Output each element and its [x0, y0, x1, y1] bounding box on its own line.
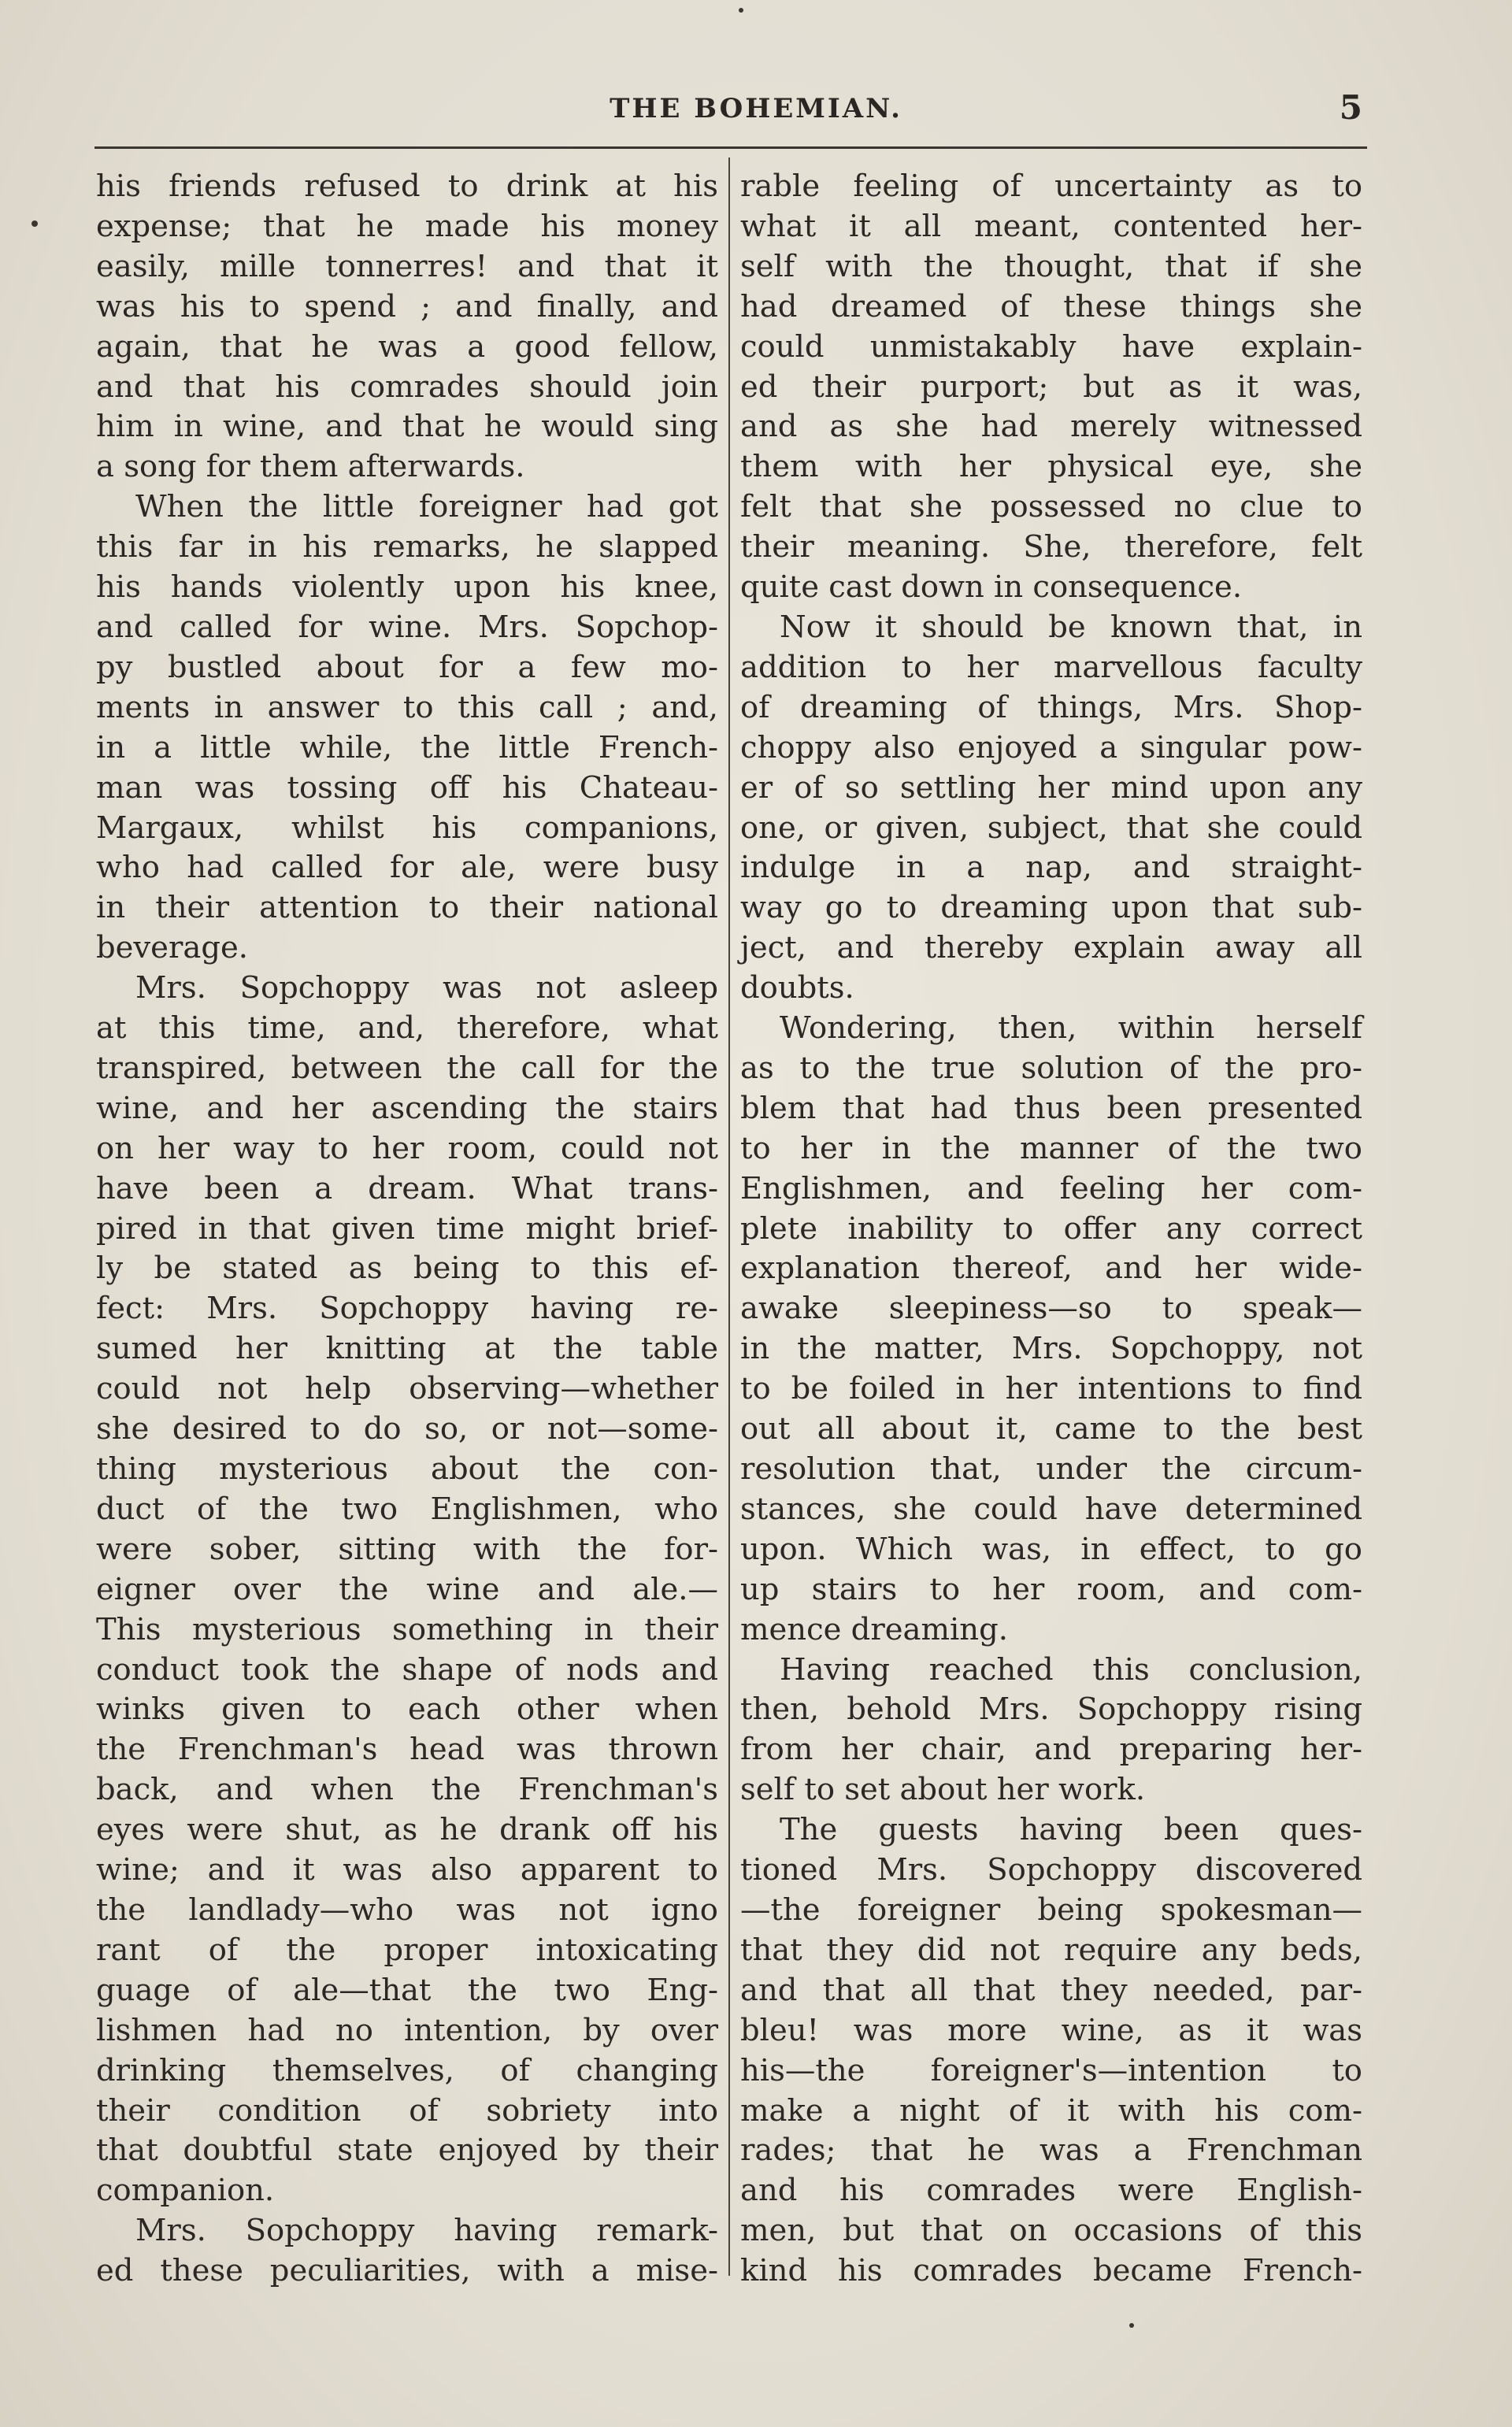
text-line: felt that she possessed no clue to [740, 489, 1362, 525]
text-line: wine, and her ascending the stairs [96, 1090, 718, 1126]
text-line: rable feeling of uncertainty as to [740, 169, 1362, 204]
text-line: men, but that on occasions of this [740, 2213, 1362, 2249]
text-line: choppy also enjoyed a singular pow- [740, 729, 1362, 765]
text-line: The guests having been ques- [780, 1812, 1362, 1848]
text-line: could unmistakably have explain- [740, 328, 1362, 365]
text-line: Wondering, then, within herself [780, 1010, 1362, 1047]
text-line: his hands violently upon his knee, [96, 569, 718, 606]
print-speck [32, 220, 38, 227]
text-line: kind his comrades became French- [740, 2253, 1362, 2289]
left-column [96, 167, 718, 2292]
text-line: rant of the proper intoxicating [96, 1932, 718, 1968]
text-line: one, or given, subject, that she could [740, 810, 1362, 846]
text-line: er of so settling her mind upon any [740, 769, 1362, 806]
text-line: the landlady—who was not igno [96, 1892, 718, 1928]
text-line: ed their purport; but as it was, [740, 369, 1362, 405]
text-line: his friends refused to drink at his [96, 169, 718, 204]
text-line: and his comrades were English- [740, 2173, 1362, 2209]
text-line: fect: Mrs. Sopchoppy having re- [96, 1291, 718, 1327]
text-line: When the little foreigner had got [135, 489, 718, 525]
text-line: addition to her marvellous faculty [740, 649, 1362, 685]
text-line: at this time, and, therefore, what [96, 1010, 718, 1047]
text-line: ject, and thereby explain away all [740, 930, 1362, 966]
right-column [740, 167, 1362, 2292]
text-line: py bustled about for a few mo- [96, 649, 718, 685]
text-line: was his to spend ; and finally, and [96, 288, 718, 324]
text-line: rades; that he was a Frenchman [740, 2132, 1362, 2169]
text-line: thing mysterious about the con- [96, 1451, 718, 1487]
text-line: and as she had merely witnessed [740, 409, 1362, 445]
text-line: pired in that given time might brief- [96, 1210, 718, 1247]
text-line: their condition of sobriety into [96, 2092, 718, 2129]
text-line: and that his comrades should join [96, 369, 718, 405]
text-line: were sober, sitting with the for- [96, 1531, 718, 1567]
text-line: mence dreaming. [740, 1611, 1008, 1647]
text-line: eyes were shut, as he drank off his [96, 1812, 718, 1848]
page-header [0, 88, 1512, 140]
text-line: up stairs to her room, and com- [740, 1571, 1362, 1607]
text-line: ed these peculiarities, with a mise- [96, 2253, 718, 2289]
text-line: on her way to her room, could not [96, 1130, 718, 1166]
text-line: wine; and it was also apparent to [96, 1852, 718, 1888]
text-line: of dreaming of things, Mrs. Shop- [740, 689, 1362, 725]
text-line: —the foreigner being spokesman— [740, 1892, 1362, 1928]
text-line: upon. Which was, in effect, to go [740, 1531, 1362, 1567]
page-number: 5 [1339, 88, 1362, 127]
text-line: self with the thought, that if she [740, 248, 1362, 284]
text-line: way go to dreaming upon that sub- [740, 890, 1362, 926]
running-title: THE BOHEMIAN. [610, 93, 902, 124]
text-line: duct of the two Englishmen, who [96, 1491, 718, 1527]
column-divider [728, 157, 730, 2276]
text-line: plete inability to offer any correct [740, 1210, 1362, 1247]
text-line: to her in the manner of the two [740, 1130, 1362, 1166]
text-line: sumed her knitting at the table [96, 1331, 718, 1367]
text-line: as to the true solution of the pro- [740, 1050, 1362, 1086]
text-line: this far in his remarks, he slapped [96, 529, 718, 565]
text-line: self to set about her work. [740, 1772, 1146, 1808]
text-line: eigner over the wine and ale.— [96, 1571, 718, 1607]
text-line: who had called for ale, were busy [96, 850, 718, 886]
text-line: beverage. [96, 930, 248, 966]
text-line: she desired to do so, or not—some- [96, 1411, 718, 1447]
text-line: Margaux, whilst his companions, [96, 810, 718, 846]
text-line: Now it should be known that, in [780, 609, 1362, 645]
text-line: expense; that he made his money [96, 208, 718, 244]
text-line: a song for them afterwards. [96, 449, 525, 485]
text-line: from her chair, and preparing her- [740, 1732, 1362, 1768]
text-line: that doubtful state enjoyed by their [96, 2132, 718, 2169]
text-line: explanation thereof, and her wide- [740, 1251, 1362, 1287]
text-line: could not help observing—whether [96, 1371, 718, 1407]
text-line: tioned Mrs. Sopchoppy discovered [740, 1852, 1362, 1888]
text-line: them with her physical eye, she [740, 449, 1362, 485]
text-line: to be foiled in her intentions to find [740, 1371, 1362, 1407]
text-line: in their attention to their national [96, 890, 718, 926]
text-line: make a night of it with his com- [740, 2092, 1362, 2129]
text-line: Having reached this conclusion, [780, 1651, 1362, 1688]
text-line: ly be stated as being to this ef- [96, 1251, 718, 1287]
text-line: have been a dream. What trans- [96, 1170, 718, 1206]
text-line: Mrs. Sopchoppy was not asleep [135, 970, 718, 1006]
text-line: him in wine, and that he would sing [96, 409, 718, 445]
text-line: guage of ale—that the two Eng- [96, 1972, 718, 2008]
text-line: again, that he was a good fellow, [96, 328, 718, 365]
text-line: out all about it, came to the best [740, 1411, 1362, 1447]
text-line: then, behold Mrs. Sopchoppy rising [740, 1691, 1362, 1728]
text-line: ments in answer to this call ; and, [96, 689, 718, 725]
print-speck [1129, 2323, 1134, 2328]
text-line: This mysterious something in their [96, 1611, 718, 1647]
text-line: transpired, between the call for the [96, 1050, 718, 1086]
text-line: blem that had thus been presented [740, 1090, 1362, 1126]
text-line: in a little while, the little French- [96, 729, 718, 765]
text-line: awake sleepiness—so to speak— [740, 1291, 1362, 1327]
text-line: bleu! was more wine, as it was [740, 2012, 1362, 2048]
text-line: indulge in a nap, and straight- [740, 850, 1362, 886]
text-line: that they did not require any beds, [740, 1932, 1362, 1968]
text-line: conduct took the shape of nods and [96, 1651, 718, 1688]
text-line: his—the foreigner's—intention to [740, 2052, 1362, 2088]
text-line: and called for wine. Mrs. Sopchop- [96, 609, 718, 645]
text-line: resolution that, under the circum- [740, 1451, 1362, 1487]
text-line: quite cast down in consequence. [740, 569, 1243, 606]
text-line: back, and when the Frenchman's [96, 1772, 718, 1808]
text-line: winks given to each other when [96, 1691, 718, 1728]
print-speck [739, 8, 743, 13]
text-line: and that all that they needed, par- [740, 1972, 1362, 2008]
text-line: stances, she could have determined [740, 1491, 1362, 1527]
text-line: Mrs. Sopchoppy having remark- [135, 2213, 718, 2249]
text-line: Englishmen, and feeling her com- [740, 1170, 1362, 1206]
text-line: drinking themselves, of changing [96, 2052, 718, 2088]
text-line: lishmen had no intention, by over [96, 2012, 718, 2048]
text-line: companion. [96, 2173, 275, 2209]
text-line: in the matter, Mrs. Sopchoppy, not [740, 1331, 1362, 1367]
text-line: doubts. [740, 970, 854, 1006]
header-rule [94, 146, 1367, 149]
text-line: the Frenchman's head was thrown [96, 1732, 718, 1768]
text-line: man was tossing off his Chateau- [96, 769, 718, 806]
text-line: their meaning. She, therefore, felt [740, 529, 1362, 565]
text-line: had dreamed of these things she [740, 288, 1362, 324]
text-line: what it all meant, contented her- [740, 208, 1362, 244]
text-line: easily, mille tonnerres! and that it [96, 248, 718, 284]
